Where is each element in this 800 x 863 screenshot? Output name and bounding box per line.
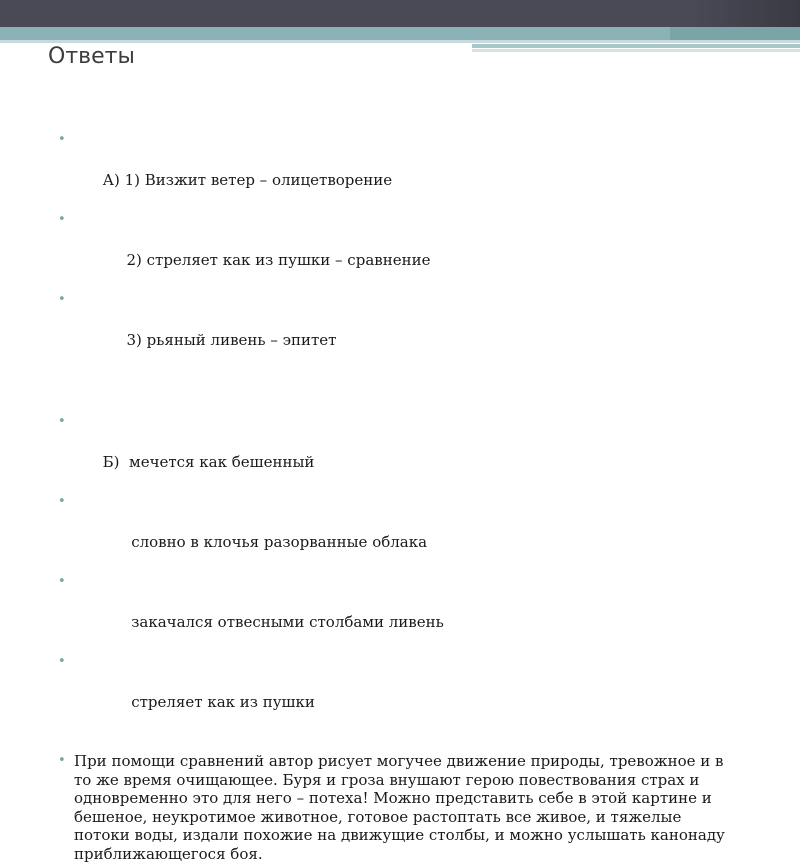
- answer-a-line-2: 2) стреляет как из пушки – сравнение: [102, 251, 431, 269]
- answer-b-line-3: закачался отвесными столбами ливень: [102, 613, 444, 631]
- bullet-icon: •: [58, 292, 66, 307]
- answer-a-line-3: 3) рьяный ливень – эпитет: [102, 331, 337, 349]
- slide-content: [58, 130, 758, 863]
- list-item: [58, 210, 758, 290]
- header-bar-accent: [472, 44, 800, 48]
- bullet-icon: •: [58, 753, 66, 768]
- list-item: [58, 492, 758, 572]
- bullet-icon: •: [58, 654, 66, 669]
- answer-a-line-1: А) 1) Визжит ветер – олицетворение: [102, 171, 393, 189]
- list-item: [58, 752, 734, 863]
- conclusion-paragraph: При помощи сравнений автор рисует могучее движение природы, тревожное и в то же время очищающее. Буря и гроза внушают герою повествования страх и одновременно это для него – потеха! Можно представить себе в этой картине и бешеное, неукротимое животное, готовое растоптать все живое, и тяжелые потоки воды, издали похожие на движущие столбы, и можно услышать канонаду приближающегося боя.: [74, 752, 725, 863]
- bullet-icon: •: [58, 212, 66, 227]
- bullet-icon: •: [58, 574, 66, 589]
- header-bar-teal-dark: [670, 27, 800, 40]
- header-bar-dark: [0, 0, 800, 27]
- header-bar-dark-shade: [690, 0, 800, 27]
- answer-b-line-1: Б) мечется как бешенный: [102, 453, 315, 471]
- list-item: [58, 412, 758, 492]
- header-bar-light: [0, 40, 800, 43]
- list-item: [58, 572, 758, 652]
- header-bar-accent-light: [472, 49, 800, 52]
- slide-title: Ответы: [48, 44, 135, 69]
- spacer: [58, 732, 758, 752]
- bullet-icon: •: [58, 494, 66, 509]
- list-item: [58, 290, 758, 370]
- bullet-icon: •: [58, 132, 66, 147]
- answer-b-line-2: словно в клочья разорванные облака: [102, 533, 428, 551]
- spacer: [58, 370, 758, 412]
- list-item: [58, 652, 758, 732]
- answer-b-line-4: стреляет как из пушки: [102, 693, 315, 711]
- bullet-icon: •: [58, 414, 66, 429]
- list-item: [58, 130, 758, 210]
